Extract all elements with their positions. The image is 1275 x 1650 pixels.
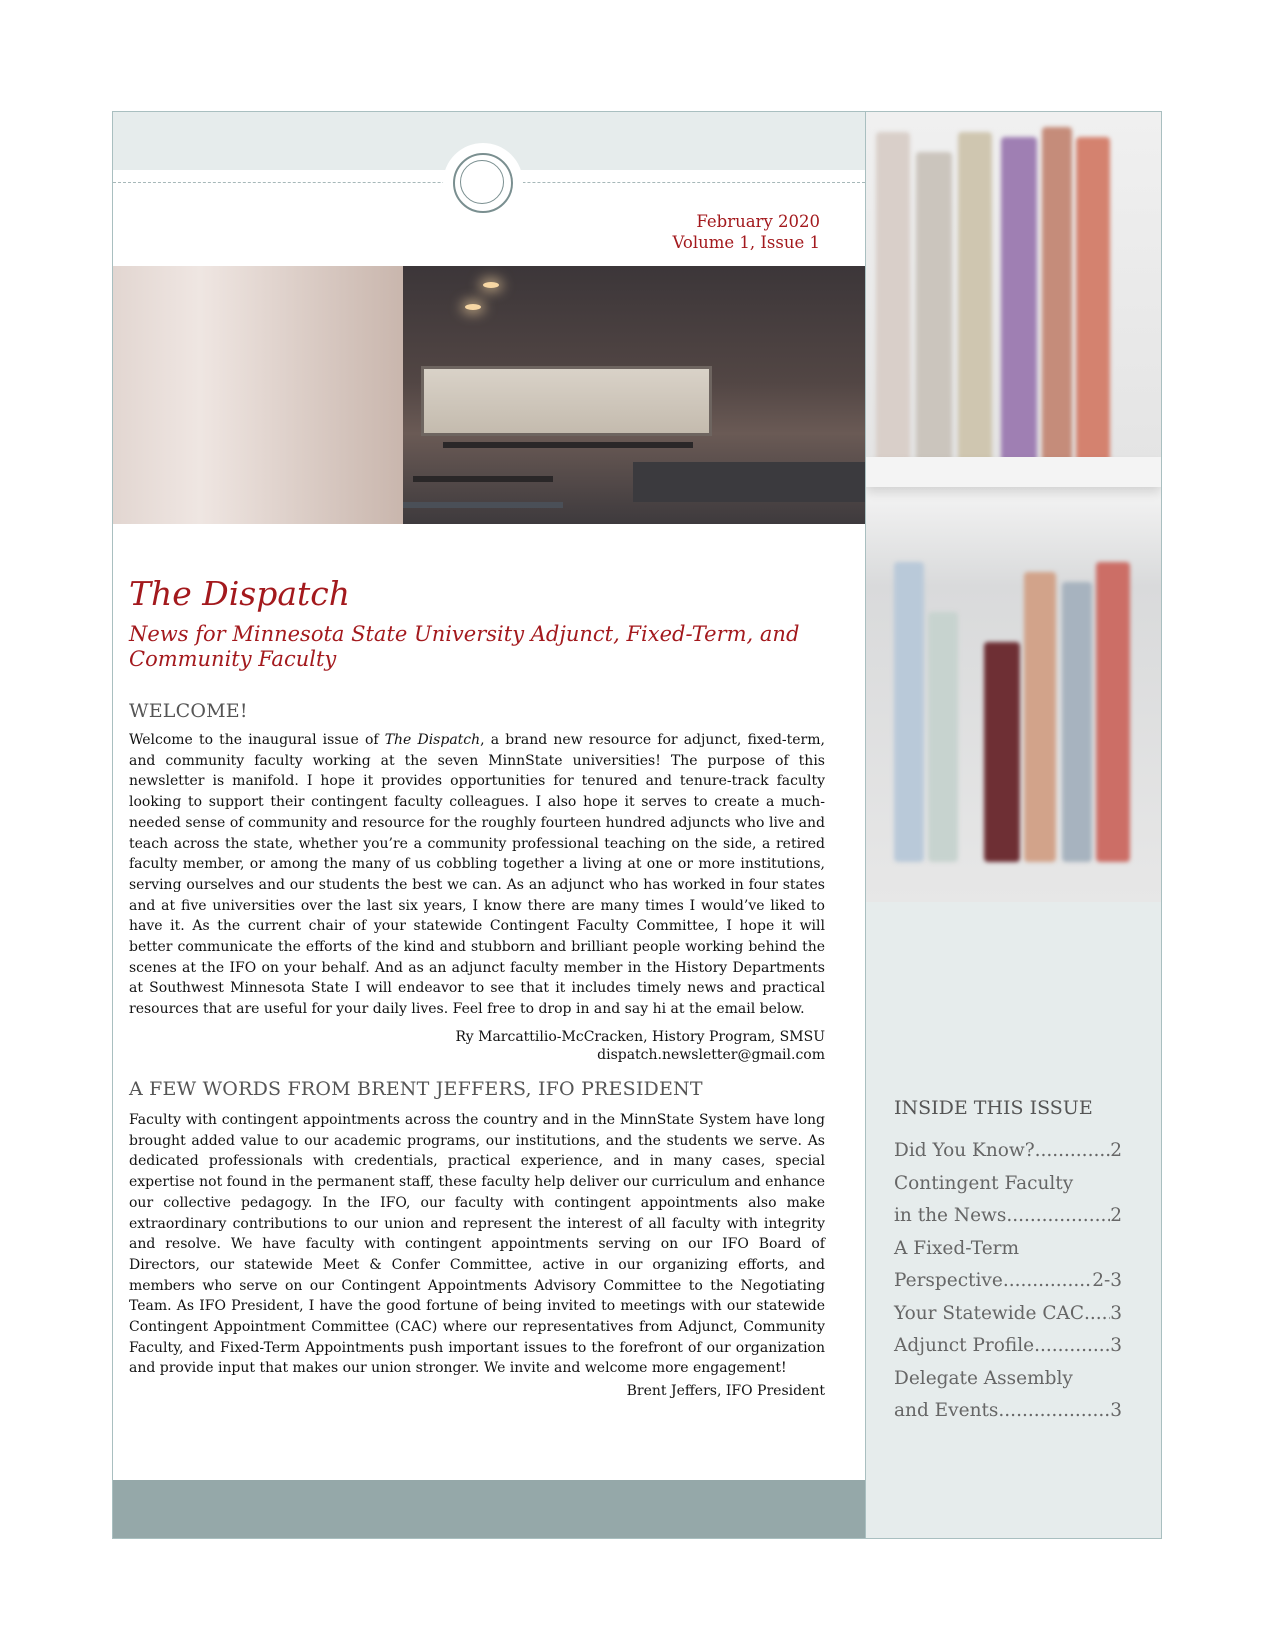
toc-item[interactable]: A Fixed-Term <box>894 1237 1020 1259</box>
welcome-text-rest: , a brand new resource for adjunct, fixed-term, and community faculty working at the seven MinnState universities! The purpose of this newsletter is manifold. I hope it provides opportunities for tenured and tenure-track faculty looking to support their contingent faculty colleagues. I also hope it serves to create a much-needed sense of community and resource for the roughly fourteen hundred adjuncts who live and teach across the state, whether you’re a community professional teaching on the side, a retired faculty member, or among the many of us cobbling together a living at one or more institutions, serving ourselves and our students the best we can. As an adjunct who has worked in four states and at five universities over the last six years, I know there are many times I would’ve liked to have it. As the current chair of your statewide Contingent Faculty Committee, I hope it will better communicate the efforts of the kind and stubborn and brilliant people working behind the scenes at the IFO on your behalf. And as an adjunct faculty member in the History Departments at Southwest Minnesota State I will endeavor to see that it includes timely news and practical resources that are useful for your daily lives. Feel free to drop in and say hi at the email below. <box>129 732 825 1018</box>
bookshelf-photo <box>866 112 1161 902</box>
newsletter-page <box>112 111 1162 1539</box>
main-column <box>113 112 865 1538</box>
welcome-body <box>129 730 825 1020</box>
toc-heading: INSIDE THIS ISSUE <box>894 1097 1093 1119</box>
toc-item[interactable]: Adjunct Profile ..... 3 <box>894 1330 1122 1363</box>
issue-info <box>673 211 820 253</box>
welcome-signature <box>455 1028 825 1064</box>
table-of-contents <box>894 1135 1122 1428</box>
toc-item[interactable]: and Events ..... 3 <box>894 1395 1122 1428</box>
toc-item[interactable]: in the News ..... 2 <box>894 1200 1122 1233</box>
issue-volume: Volume 1, Issue 1 <box>672 233 820 252</box>
toc-item[interactable]: Your Statewide CAC ..... 3 <box>894 1298 1122 1331</box>
issue-date: February 2020 <box>696 212 820 231</box>
welcome-text-italic: The Dispatch <box>384 732 481 748</box>
classroom-photo <box>113 266 865 524</box>
president-signature: Brent Jeffers, IFO President <box>626 1383 825 1399</box>
signature-name: Ry Marcattilio-McCracken, History Program, SMSU <box>455 1029 825 1045</box>
president-heading: A FEW WORDS FROM BRENT JEFFERS, IFO PRESIDENT <box>129 1078 703 1100</box>
bottom-band <box>113 1480 865 1538</box>
newsletter-subtitle: News for Minnesota State University Adjunct, Fixed-Term, and Community Faculty <box>129 622 800 671</box>
newsletter-title: The Dispatch <box>129 574 351 613</box>
toc-item[interactable]: Did You Know? ..... 2 <box>894 1135 1122 1168</box>
welcome-heading: WELCOME! <box>129 700 248 722</box>
toc-item[interactable]: Delegate Assembly <box>894 1367 1073 1389</box>
circle-seal-icon <box>443 143 523 223</box>
welcome-text-start: Welcome to the inaugural issue of <box>129 732 385 748</box>
sidebar <box>865 112 1161 1538</box>
signature-email: dispatch.newsletter@gmail.com <box>597 1047 825 1063</box>
toc-item[interactable]: Perspective ..... 2-3 <box>894 1265 1122 1298</box>
president-body: Faculty with contingent appointments across the country and in the MinnState System have long brought added value to our academic programs, our institutions, and the students we serve. As dedicated professionals with credentials, practical experience, and in many cases, special expertise not found in the permanent staff, these faculty help deliver our curriculum and enhance our collective pedagogy. In the IFO, our faculty with contingent appointments also make extraordinary contributions to our union and represent the interest of all faculty with integrity and resolve. We have faculty with contingent appointments serving on our IFO Board of Directors, our statewide Meet & Confer Committee, active in our organizing efforts, and members who serve on our Contingent Appointments Advisory Committee to the Negotiating Team. As IFO President, I have the good fortune of being invited to meetings with our statewide Contingent Appointment Committee (CAC) where our representatives from Adjunct, Community Faculty, and Fixed-Term Appointments push important issues to the forefront of our organization and provide input that makes our union stronger. We invite and welcome more engagement! <box>129 1112 825 1377</box>
toc-item[interactable]: Contingent Faculty <box>894 1172 1074 1194</box>
